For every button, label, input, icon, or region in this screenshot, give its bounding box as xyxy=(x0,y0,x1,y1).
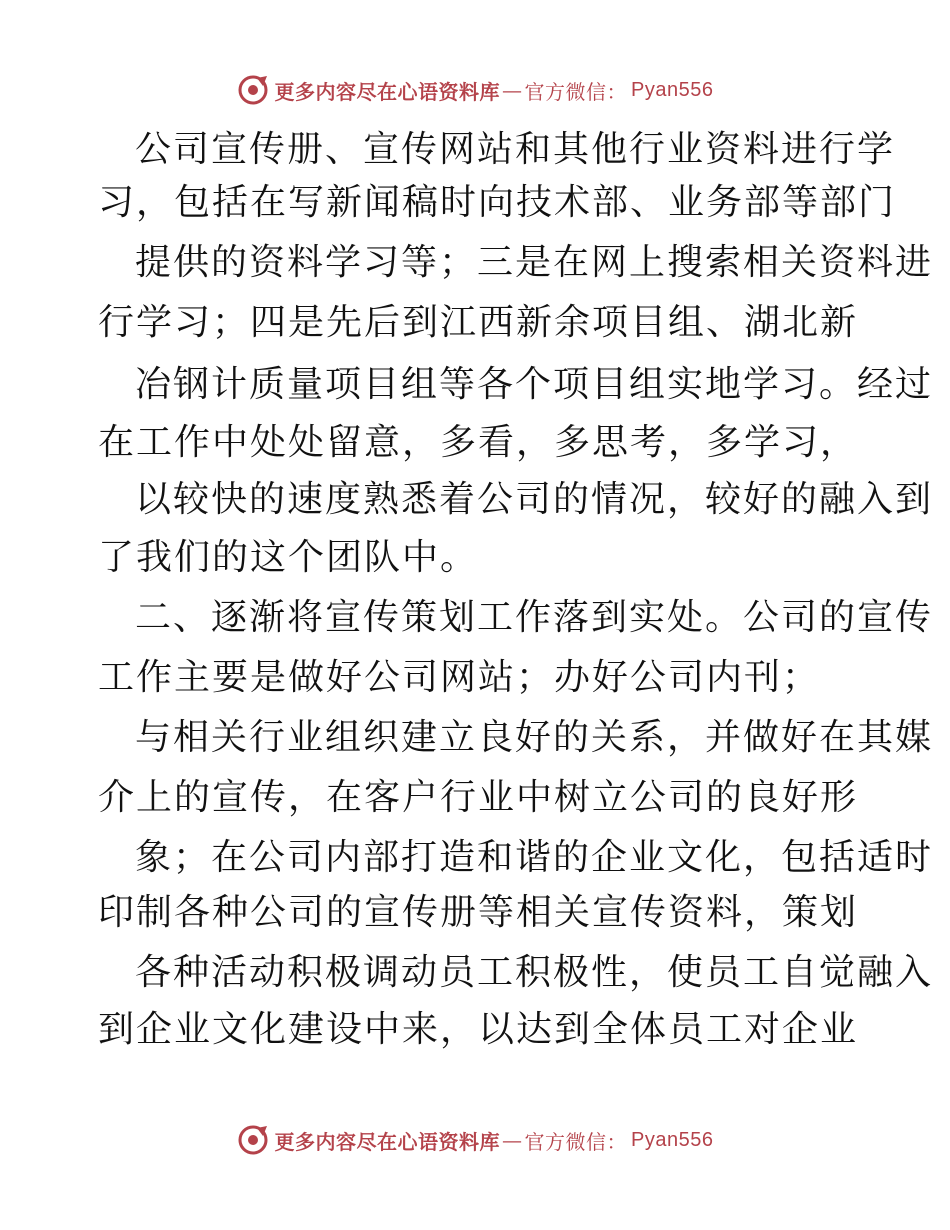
footer-separator: — xyxy=(502,1128,523,1152)
footer-wechat-id: Pyan556 xyxy=(631,1128,714,1151)
header-watermark-banner xyxy=(0,70,950,110)
text-line: 介上的宣传，在客户行业中树立公司的良好形 xyxy=(98,777,859,818)
footer-wechat-label: 官方微信： xyxy=(524,1129,628,1154)
text-line: 行学习；四是先后到江西新余项目组、湖北新 xyxy=(98,302,859,343)
text-line: 冶钢计质量项目组等各个项目组实地学习。经过 xyxy=(135,364,934,405)
text-line: 印制各种公司的宣传册等相关宣传资料，策划 xyxy=(98,892,859,933)
text-line: 习，包括在写新闻稿时向技术部、业务部等部门 xyxy=(98,182,897,223)
text-line: 在工作中处处留意，多看，多思考，多学习， xyxy=(98,422,859,463)
header-wechat-id: Pyan556 xyxy=(631,78,714,101)
text-line: 各种活动积极调动员工积极性，使员工自觉融入 xyxy=(135,952,934,993)
text-line: 以较快的速度熟悉着公司的情况，较好的融入到 xyxy=(135,479,934,520)
logo-icon xyxy=(237,1124,269,1156)
text-line: 与相关行业组织建立良好的关系，并做好在其媒 xyxy=(135,717,934,758)
text-line: 象；在公司内部打造和谐的企业文化，包括适时 xyxy=(135,837,934,878)
footer-brand-text: 更多内容尽在心语资料库 xyxy=(274,1129,501,1154)
text-line: 工作主要是做好公司网站；办好公司内刊； xyxy=(98,657,821,698)
header-wechat-label: 官方微信： xyxy=(524,79,628,104)
text-line: 到企业文化建设中来，以达到全体员工对企业 xyxy=(98,1009,859,1050)
text-line: 了我们的这个团队中。 xyxy=(98,537,479,578)
logo-icon xyxy=(237,74,269,106)
header-brand-text: 更多内容尽在心语资料库 xyxy=(274,79,501,104)
footer-watermark-banner xyxy=(0,1120,950,1160)
text-line: 提供的资料学习等；三是在网上搜索相关资料进 xyxy=(135,242,934,283)
header-separator: — xyxy=(502,78,523,102)
text-line: 公司宣传册、宣传网站和其他行业资料进行学 xyxy=(135,129,896,170)
text-line: 二、逐渐将宣传策划工作落到实处。公司的宣传 xyxy=(135,597,934,638)
